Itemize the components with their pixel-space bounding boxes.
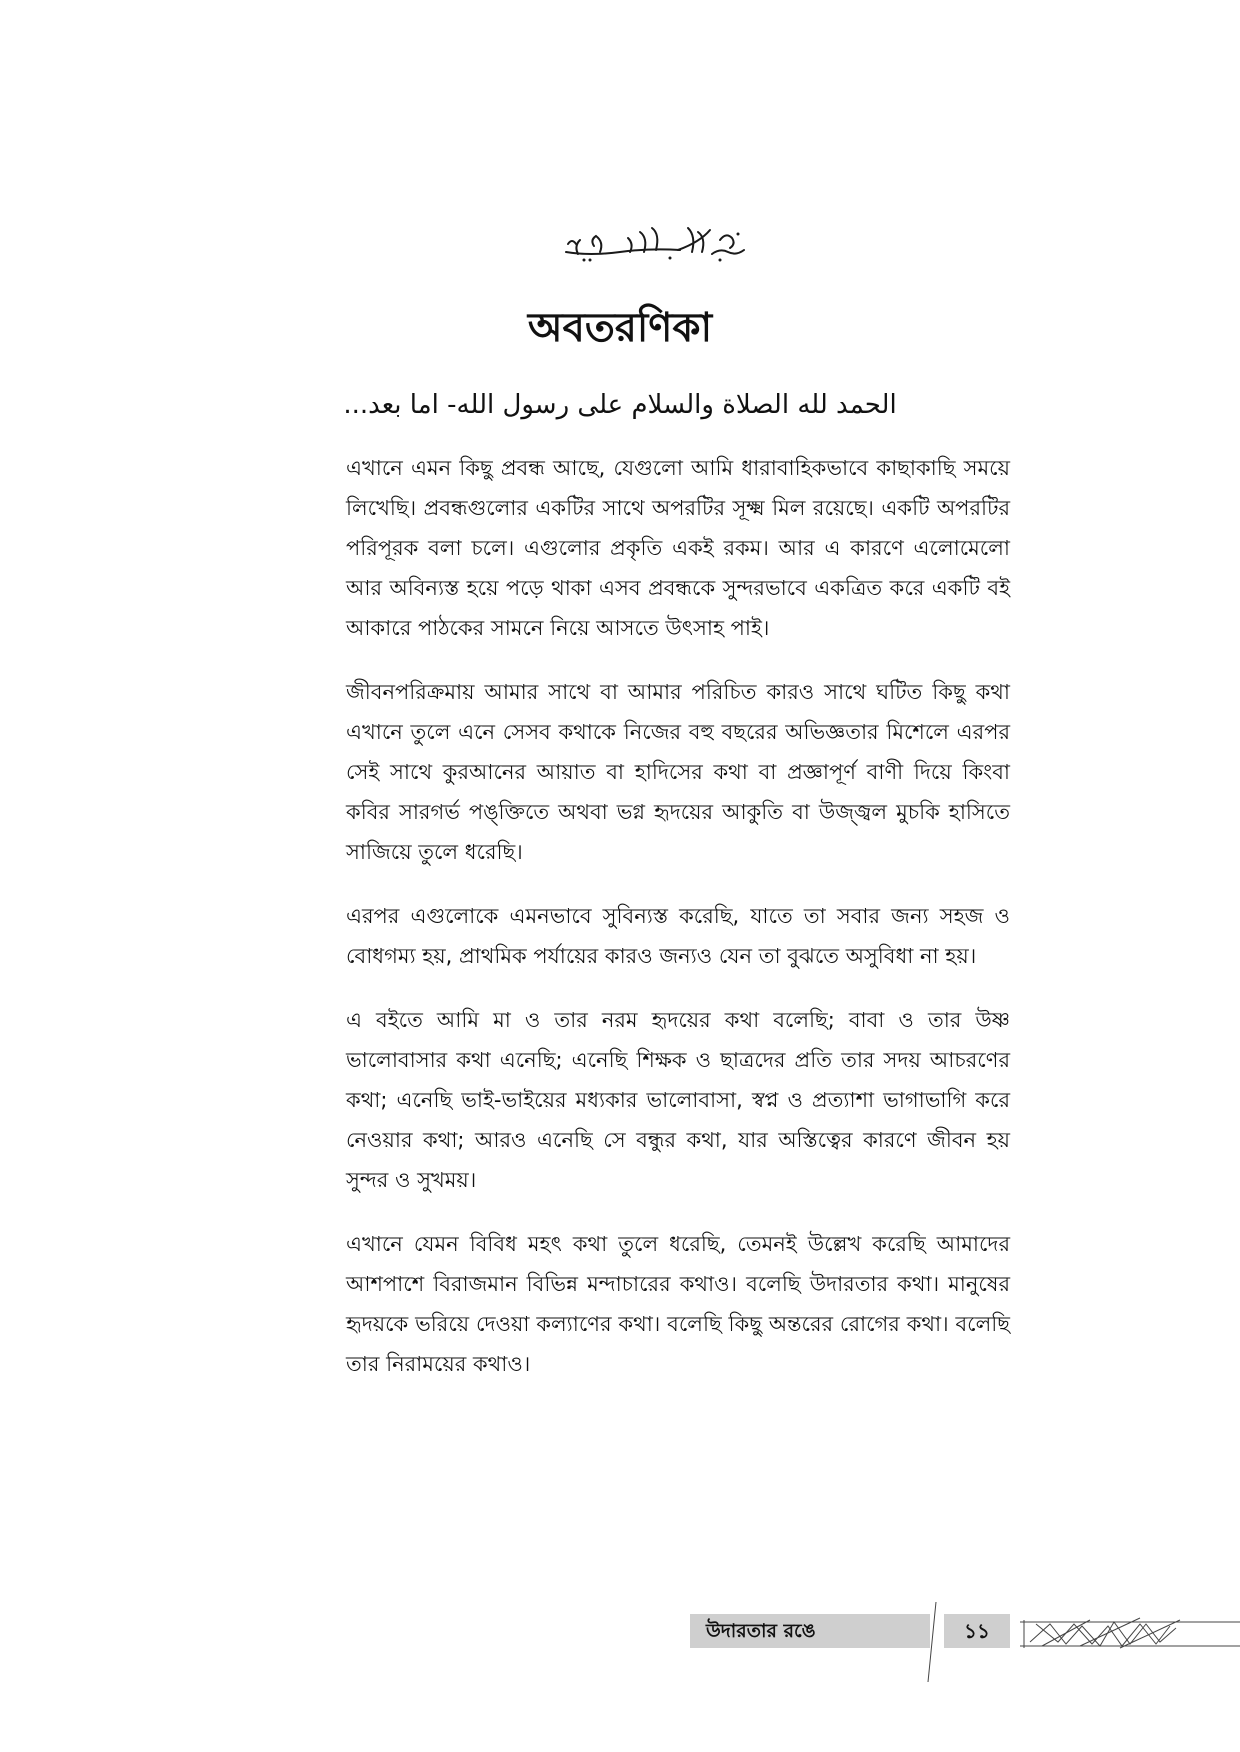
paragraph-5: এখানে যেমন বিবিধ মহৎ কথা তুলে ধরেছি, তেমনই উল্লেখ করেছি আমাদের আশপাশে বিরাজমান বিভিন্ন মন্দাচারের কথাও। বলেছি উদারতার কথা। মানুষের হৃদয়কে ভরিয়ে দেওয়া কল্যাণের কথা। বলেছি কিছু অন্তরের রোগের কথা। বলেছি তার নিরাময়ের কথাও। bbox=[346, 1232, 1010, 1376]
page-title: অবতরণিকা bbox=[527, 305, 713, 351]
arabic-greeting: الحمد لله الصلاة والسلام على رسول الله- اما بعد... bbox=[343, 390, 897, 420]
page-footer bbox=[690, 1602, 1240, 1682]
paragraph-4: এ বইতে আমি মা ও তার নরম হৃদয়ের কথা বলেছি; বাবা ও তার উষ্ণ ভালোবাসার কথা এনেছি; এনেছি শিক্ষক ও ছাত্রদের প্রতি তার সদয় আচরণের কথা; এনেছি ভাই-ভাইয়ের মধ্যকার ভালোবাসা, স্বপ্ন ও প্রত্যাশা ভাগাভাগি করে নেওয়ার কথা; আরও এনেছি সে বন্ধুর কথা, যার অস্তিত্বের কারণে জীবন হয় সুন্দর ও সুখময়। bbox=[346, 1008, 1010, 1192]
crosshatch-lines-icon bbox=[690, 1602, 1240, 1682]
bismillah-calligraphy-icon bbox=[560, 222, 750, 266]
footer-book-title: উদারতার রঙে bbox=[706, 1620, 816, 1642]
page-number: ১১ bbox=[944, 1614, 1010, 1648]
paragraph-1: এখানে এমন কিছু প্রবন্ধ আছে, যেগুলো আমি ধারাবাহিকভাবে কাছাকাছি সময়ে লিখেছি। প্রবন্ধগুলোর একটির সাথে অপরটির সূক্ষ্ম মিল রয়েছে। একটি অপরটির পরিপূরক বলা চলে। এগুলোর প্রকৃতি একই রকম। আর এ কারণে এলোমেলো আর অবিন্যস্ত হয়ে পড়ে থাকা এসব প্রবন্ধকে সুন্দরভাবে একত্রিত করে একটি বই আকারে পাঠকের সামনে নিয়ে আসতে উৎসাহ পাই। bbox=[346, 456, 1010, 640]
body-text bbox=[346, 448, 1010, 1408]
paragraph-2: জীবনপরিক্রমায় আমার সাথে বা আমার পরিচিত কারও সাথে ঘটিত কিছু কথা এখানে তুলে এনে সেসব কথাকে নিজের বহু বছরের অভিজ্ঞতার মিশেলে এরপর সেই সাথে কুরআনের আয়াত বা হাদিসের কথা বা প্রজ্ঞাপূর্ণ বাণী দিয়ে কিংবা কবির সারগর্ভ পঙ্‌ক্তিতে অথবা ভগ্ন হৃদয়ের আকুতি বা উজ্জ্বল মুচকি হাসিতে সাজিয়ে তুলে ধরেছি। bbox=[346, 680, 1010, 864]
paragraph-3: এরপর এগুলোকে এমনভাবে সুবিন্যস্ত করেছি, যাতে তা সবার জন্য সহজ ও বোধগম্য হয়, প্রাথমিক পর্যায়ের কারও জন্যও যেন তা বুঝতে অসুবিধা না হয়। bbox=[346, 904, 1010, 968]
